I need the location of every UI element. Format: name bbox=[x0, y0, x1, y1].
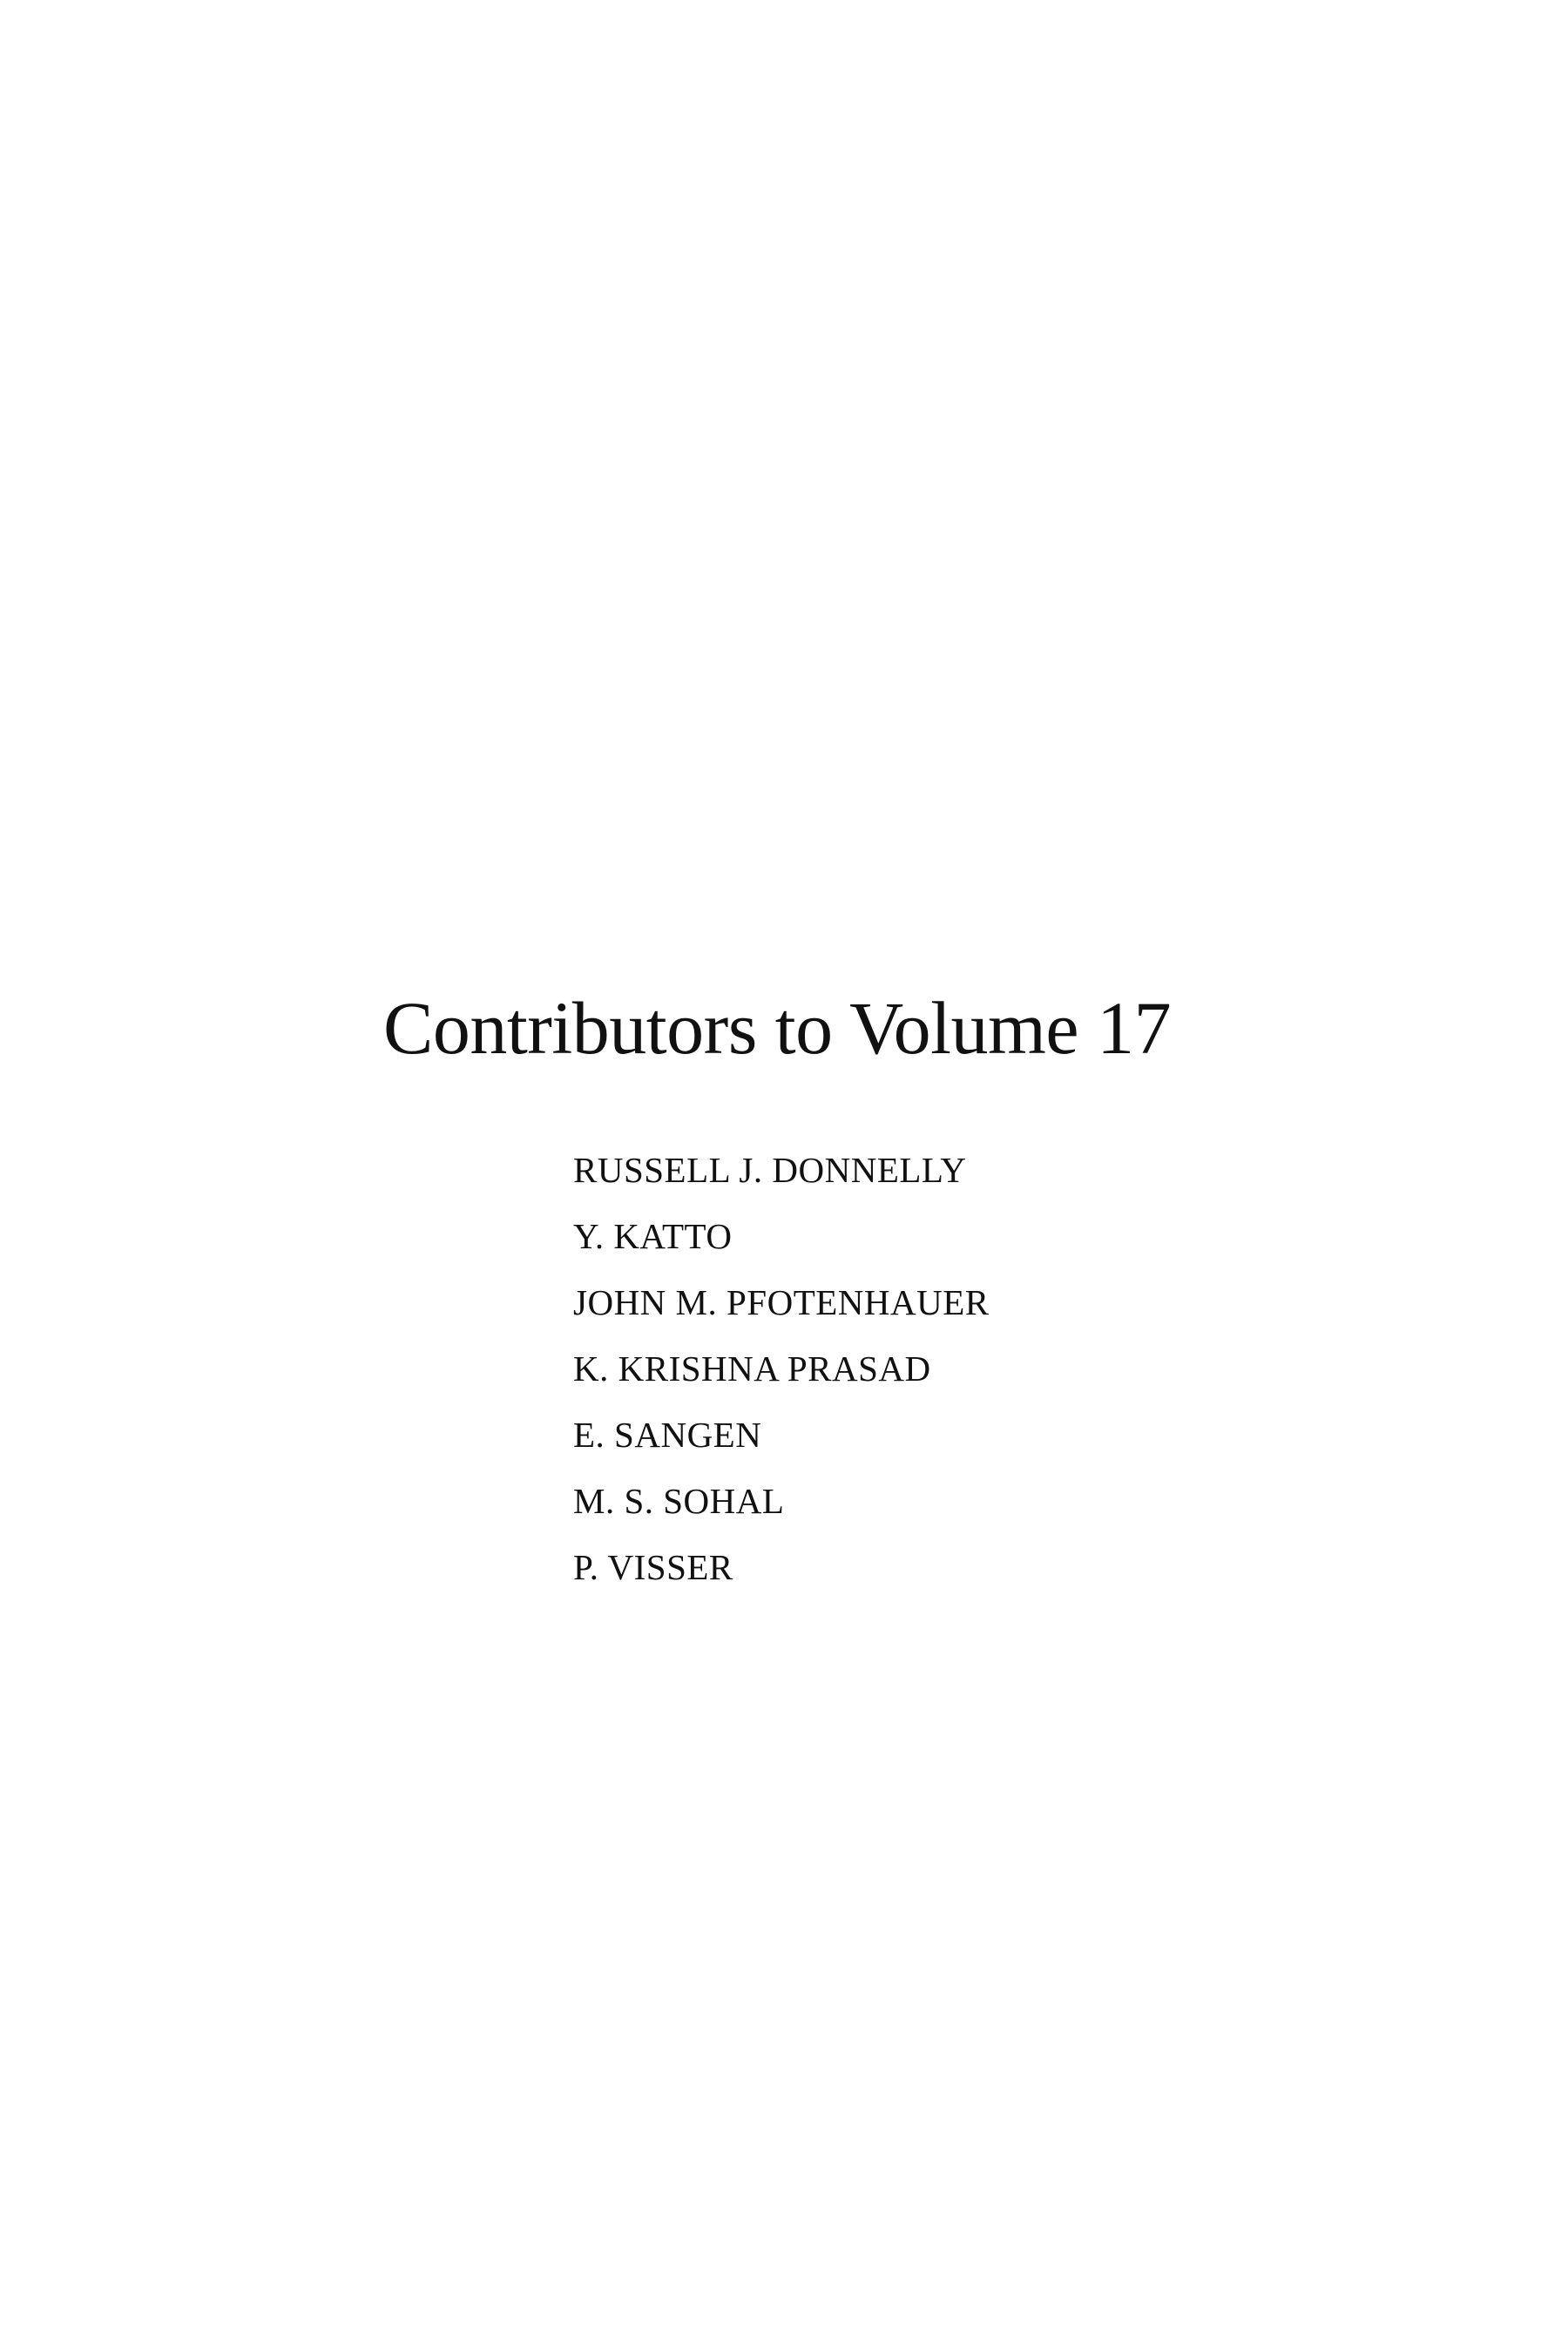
contributor-name: M. S. SOHAL bbox=[573, 1481, 785, 1521]
contributor-name: JOHN M. PFOTENHAUER bbox=[573, 1282, 990, 1322]
contributor-name: P. VISSER bbox=[573, 1547, 733, 1587]
page-title: Contributors to Volume 17 bbox=[383, 986, 1172, 1070]
contributor-name: Y. KATTO bbox=[573, 1216, 733, 1256]
contributor-name: K. KRISHNA PRASAD bbox=[573, 1348, 931, 1389]
contributor-name: RUSSELL J. DONNELLY bbox=[573, 1150, 967, 1190]
contributor-name: E. SANGEN bbox=[573, 1415, 762, 1455]
contributor-list bbox=[573, 1137, 990, 1600]
